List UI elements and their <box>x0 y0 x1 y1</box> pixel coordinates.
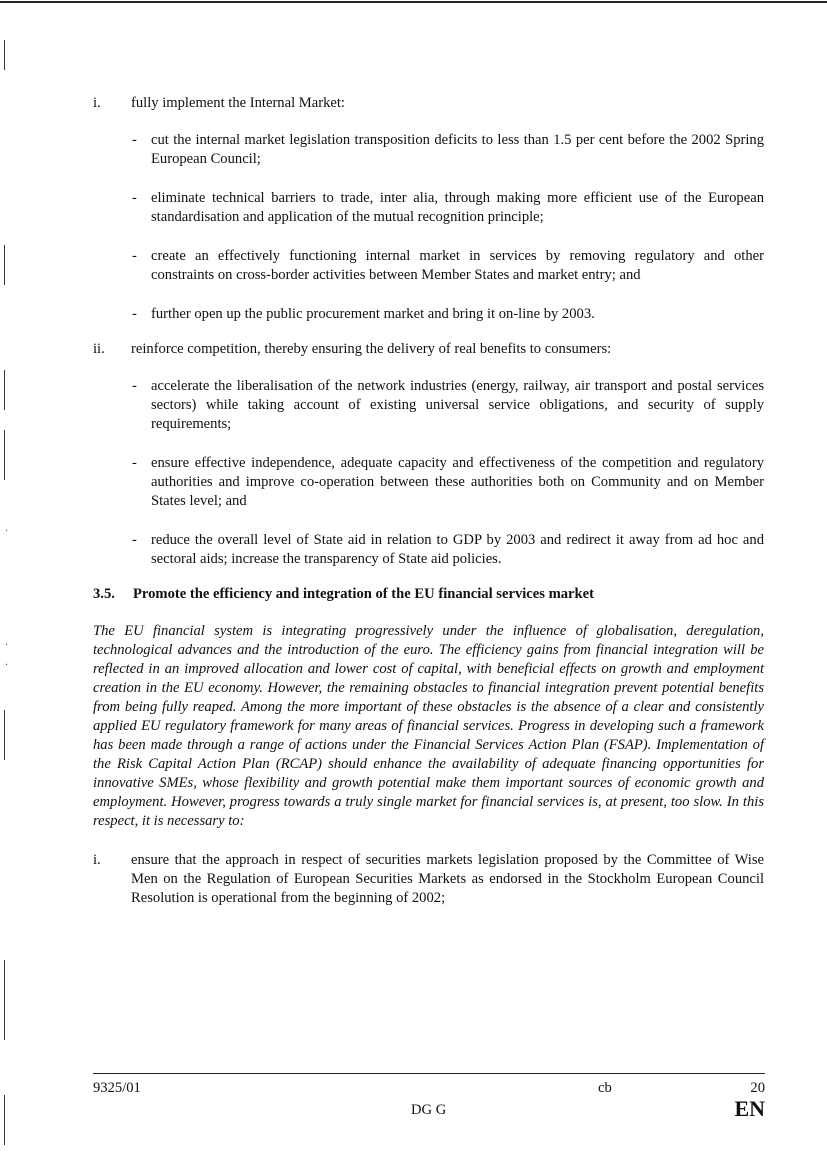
bullet-text: accelerate the liberalisation of the network industries (energy, railway, air transport and postal services sectors) while taking account of existing universal service obligations, and security of supply requirements; <box>151 378 764 432</box>
dash-marker: - <box>132 378 137 394</box>
footer-divider <box>93 1073 765 1074</box>
dash-marker: - <box>132 248 137 264</box>
dash-marker: - <box>132 132 137 148</box>
bullet-item <box>131 531 764 569</box>
numbered-item-i-securities <box>93 851 764 908</box>
item-number: i. <box>93 95 101 111</box>
top-border-line <box>0 1 827 3</box>
bullet-text: cut the internal market legislation transposition deficits to less than 1.5 per cent before the 2002 Spring European Council; <box>151 132 764 167</box>
scan-speck: · <box>5 640 9 651</box>
page-footer <box>93 1080 765 1130</box>
section-title: Promote the efficiency and integration of the EU financial services market <box>133 586 594 602</box>
bullet-item <box>131 454 764 511</box>
scan-edge-mark <box>4 40 5 70</box>
bullet-item <box>131 377 764 434</box>
scan-edge-mark <box>4 1095 5 1145</box>
bullet-item <box>131 189 764 227</box>
document-body <box>93 94 764 928</box>
item-text: ensure that the approach in respect of securities markets legislation proposed by the Committee of Wise Men on the Regulation of European Securities Markets as endorsed in the Stockholm European Council Resolution is operational from the beginning of 2002; <box>131 852 764 906</box>
section-intro-paragraph: The EU financial system is integrating progressively under the influence of globalisation, deregulation, technological advances and the introduction of the euro. The efficiency gains from financial integration will be reflected in an improved allocation and lower cost of capital, with beneficial effects on growth and employment creation in the EU economy. However, the remaining obstacles to financial integration prevent potential benefits from being fully reaped. Among the more important of these obstacles is the absence of a clear and consistently applied EU regulatory framework for many areas of financial services. Progress in developing such a framework has been made through a range of actions under the Financial Services Action Plan (FSAP). Implementation of the Risk Capital Action Plan (RCAP) should enhance the availability of adequate financing opportunities for innovative SMEs, whose flexibility and growth potential make them important sources of economic growth and employment. However, progress towards a truly single market for financial services is, at present, too slow. In this respect, it is necessary to: <box>93 623 764 829</box>
page-number: 20 <box>750 1080 765 1096</box>
numbered-item-i <box>93 94 764 113</box>
item-number: ii. <box>93 341 105 357</box>
bullet-item <box>131 247 764 285</box>
bullet-list-competition <box>131 377 764 569</box>
scan-edge-mark <box>4 710 5 760</box>
bullet-text: further open up the public procurement market and bring it on-line by 2003. <box>151 306 595 322</box>
scan-edge-mark <box>4 960 5 1040</box>
item-text: fully implement the Internal Market: <box>131 95 345 111</box>
scan-speck: · <box>5 660 9 671</box>
bullet-item <box>131 131 764 169</box>
dash-marker: - <box>132 532 137 548</box>
document-reference: 9325/01 <box>93 1080 141 1096</box>
dash-marker: - <box>132 306 137 322</box>
bullet-text: eliminate technical barriers to trade, inter alia, through making more efficient use of the European standardisation and application of the mutual recognition principle; <box>151 190 764 225</box>
bullet-text: create an effectively functioning internal market in services by removing regulatory and other constraints on cross-border activities between Member States and market entry; and <box>151 248 764 283</box>
bullet-text: ensure effective independence, adequate capacity and effectiveness of the competition and regulatory authorities and improve co-operation between these authorities both on Community and on Member States level; and <box>151 455 764 509</box>
scan-edge-mark <box>4 370 5 410</box>
department-label: DG G <box>411 1102 447 1118</box>
numbered-item-ii <box>93 340 764 359</box>
bullet-list-internal-market <box>131 131 764 324</box>
dash-marker: - <box>132 190 137 206</box>
item-text: reinforce competition, thereby ensuring the delivery of real benefits to consumers: <box>131 341 612 357</box>
section-heading <box>93 585 764 604</box>
dash-marker: - <box>132 455 137 471</box>
item-number: i. <box>93 852 101 868</box>
author-initials: cb <box>598 1080 612 1096</box>
scan-edge-mark <box>4 430 5 480</box>
language-code: EN <box>734 1096 765 1121</box>
bullet-item <box>131 305 764 324</box>
scan-edge-mark <box>4 245 5 285</box>
scan-speck: · <box>5 526 9 537</box>
section-number: 3.5. <box>93 586 115 602</box>
bullet-text: reduce the overall level of State aid in relation to GDP by 2003 and redirect it away from ad hoc and sectoral aids; increase the transparency of State aid policies. <box>151 532 764 567</box>
